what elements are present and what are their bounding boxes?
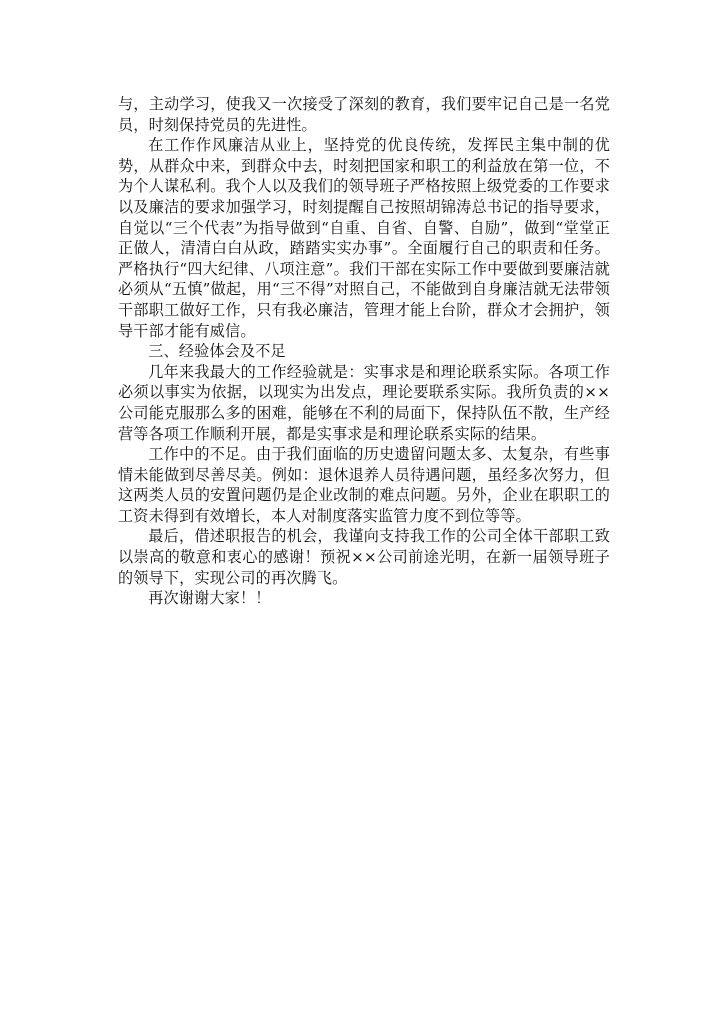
paragraph-closing: 最后，借述职报告的机会，我谨向支持我工作的公司全体干部职工致以崇高的敬意和衷心的感谢！预祝××公司前途光明，在新一届领导班子的领导下，实现公司的再次腾飞。 [118, 527, 610, 587]
paragraph-experience: 几年来我最大的工作经验就是：实事求是和理论联系实际。各项工作必须以事实为依据，以现实为出发点，理论要联系实际。我所负责的××公司能克服那么多的困难，能够在不利的局面下，保持队伍不散，生产经营等各项工作顺利开展，都是实事求是和理论联系实际的结果。 [118, 362, 610, 443]
paragraph-thanks: 再次谢谢大家！！ [148, 589, 271, 608]
paragraph-shortcomings: 工作中的不足。由于我们面临的历史遗留问题太多、太复杂，有些事情未能做到尽善尽美。例如：退休退养人员待遇问题，虽经多次努力，但这两类人员的安置问题仍是企业改制的难点问题。另外，企业在职职工的工资未得到有效增长，本人对制度落实监管力度不到位等等。 [118, 445, 610, 525]
paragraph-continuation: 与，主动学习，使我又一次接受了深刻的教育，我们要牢记自己是一名党员，时刻保持党员的先进性。 [118, 95, 610, 134]
section-heading-experience: 三、经验体会及不足 [148, 342, 286, 361]
document-body [118, 94, 610, 609]
paragraph-integrity: 在工作作风廉洁从业上，坚持党的优良传统，发挥民主集中制的优势，从群众中来，到群众中去，时刻把国家和职工的利益放在第一位，不为个人谋私利。我个人以及我们的领导班子严格按照上级党委的工作要求以及廉洁的要求加强学习，时刻提醒自己按照胡锦涛总书记的指导要求，自觉以“三个代表”为指导做到“自重、自省、自警、自励”，做到“堂堂正正做人，清清白白从政，踏踏实实办事”。全面履行自己的职责和任务。严格执行“四大纪律、八项注意”。我们干部在实际工作中要做到要廉洁就必须从“五慎”做起，用“三不得”对照自己，不能做到自身廉洁就无法带领干部职工做好工作，只有我必廉洁，管理才能上台阶，群众才会拥护，领导干部才能有威信。 [118, 136, 610, 340]
